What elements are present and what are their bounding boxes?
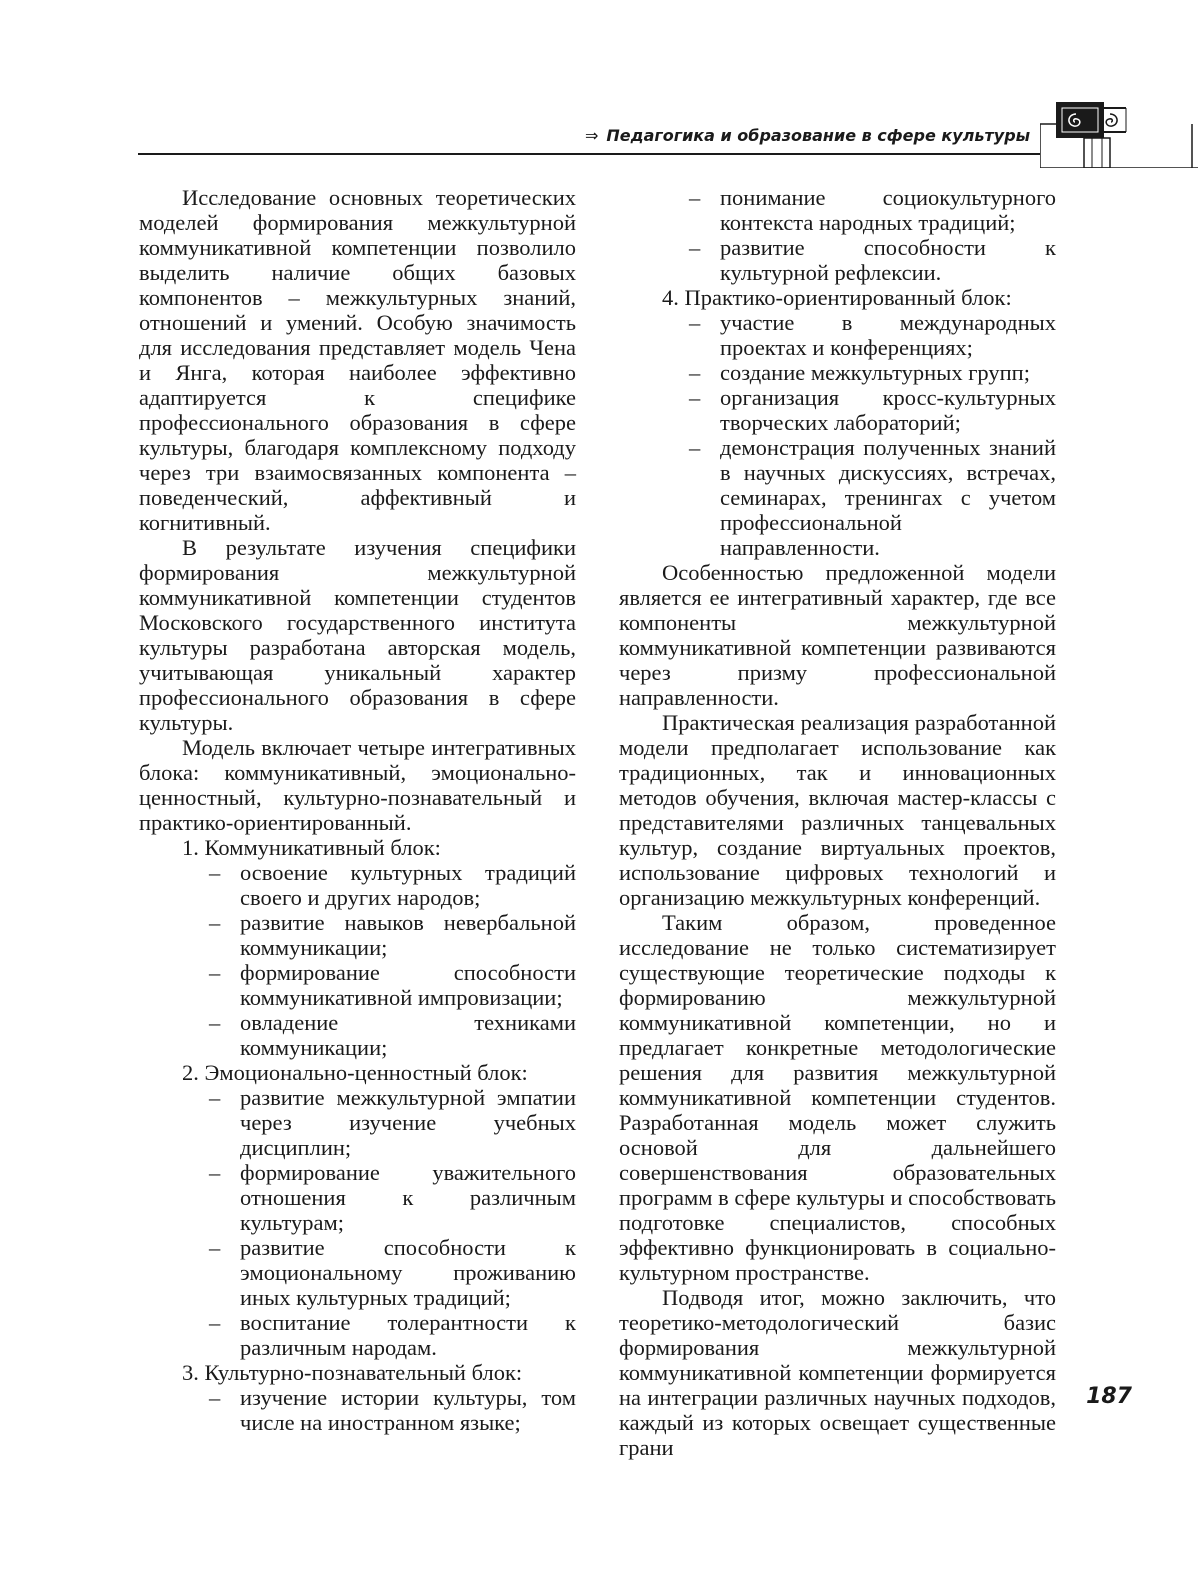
list-item: – развитие способности к эмоциональному проживанию иных культурных традиций; <box>240 1235 576 1310</box>
column-capital-logo-icon <box>1040 102 1198 168</box>
block-heading-1: 1. Коммуникативный блок: <box>182 835 441 860</box>
block-heading-4: 4. Практико-ориентированный блок: <box>662 285 1012 310</box>
paragraph: Модель включает четыре интегративных блока: коммуникативный, эмоционально-ценностный, культурно-познавательный и практико-ориентированный. <box>139 735 576 835</box>
block-list-4 <box>619 310 1056 560</box>
arrow-icon: ⇒ <box>585 126 599 145</box>
list-item: – освоение культурных традиций своего и других народов; <box>240 860 576 910</box>
list-item: – изучение истории культуры, том числе на иностранном языке; <box>240 1385 576 1435</box>
block-heading-2: 2. Эмоционально-ценностный блок: <box>182 1060 528 1085</box>
paragraph: Практическая реализация разработанной модели предполагает использование как традиционных, так и инновационных методов обучения, включая мастер-классы с представителями различных танцевальных культур, создание виртуальных проектов, использование цифровых технологий и организацию межкультурных конференций. <box>619 710 1056 910</box>
left-column <box>139 185 576 1435</box>
list-item: – участие в международных проектах и конференциях; <box>720 310 1056 360</box>
paragraph: Таким образом, проведенное исследование не только систематизирует существующие теоретические подходы к формированию межкультурной коммуникативной компетенции, но и предлагает конкретные методологические решения для развития межкультурной коммуникативной компетенции студентов. Разработанная модель может служить основой для дальнейшего совершенствования образовательных программ в сфере культуры и способствовать подготовке специалистов, способных эффективно функционировать в социально-культурном пространстве. <box>619 910 1056 1285</box>
right-column <box>619 185 1056 1460</box>
running-header <box>585 124 1031 148</box>
list-item: – формирование способности коммуникативной импровизации; <box>240 960 576 1010</box>
paragraph: В результате изучения специфики формирования межкультурной коммуникативной компетенции студентов Московского государственного института культуры разработана авторская модель, учитывающая уникальный характер профессионального образования в сфере культуры. <box>139 535 576 735</box>
paragraph: Подводя итог, можно заключить, что теоретико-методологический базис формирования межкультурной коммуникативной компетенции формируется на интеграции различных научных подходов, каждый из которых освещает существенные грани <box>619 1285 1056 1460</box>
paragraph: Особенностью предложенной модели является ее интегративный характер, где все компоненты межкультурной коммуникативной компетенции развиваются через призму профессиональной направленности. <box>619 560 1056 710</box>
running-header-title: Педагогика и образование в сфере культуры <box>606 126 1031 145</box>
list-item: – понимание социокультурного контекста народных традиций; <box>720 185 1056 235</box>
list-item: – создание межкультурных групп; <box>720 360 1056 385</box>
block-list-2 <box>139 1085 576 1360</box>
list-item: – развитие навыков невербальной коммуникации; <box>240 910 576 960</box>
block-list-3 <box>139 1385 576 1435</box>
list-item: – развитие межкультурной эмпатии через изучение учебных дисциплин; <box>240 1085 576 1160</box>
list-item: – формирование уважительного отношения к различным культурам; <box>240 1160 576 1235</box>
header-rule <box>138 153 1040 155</box>
list-item: – развитие способности к культурной рефлексии. <box>720 235 1056 285</box>
paragraph: Исследование основных теоретических моделей формирования межкультурной коммуникативной компетенции позволило выделить наличие общих базовых компонентов – межкультурных знаний, отношений и умений. Особую значимость для исследования представляет модель Чена и Янга, которая наиболее эффективно адаптируется к специфике профессионального образования в сфере культуры, благодаря комплексному подходу через три взаимосвязанных компонента – поведенческий, аффективный и когнитивный. <box>139 185 576 535</box>
page-number: 187 <box>1086 1384 1132 1409</box>
list-item: – овладение техниками коммуникации; <box>240 1010 576 1060</box>
list-item: – демонстрация полученных знаний в научных дискуссиях, встречах, семинарах, тренингах с учетом профессиональной направленности. <box>720 435 1056 560</box>
block-list-3-continued <box>619 185 1056 285</box>
block-list-1 <box>139 860 576 1060</box>
block-heading-3: 3. Культурно-познавательный блок: <box>182 1360 523 1385</box>
list-item: – воспитание толерантности к различным народам. <box>240 1310 576 1360</box>
list-item: – организация кросс-культурных творческих лабораторий; <box>720 385 1056 435</box>
